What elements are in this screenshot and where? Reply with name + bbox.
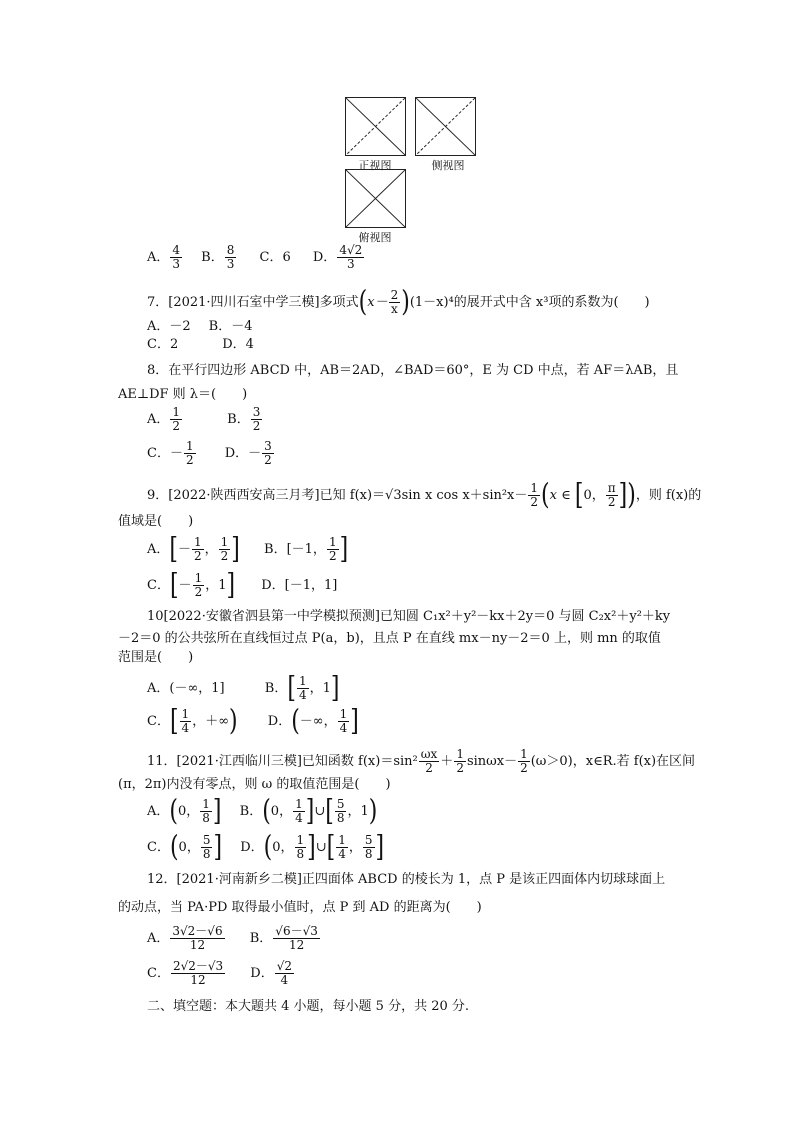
q7-stem: 7．[2021·四川石室中学三模]多项式(x－ $\frac{2}{x}$ )(1－x)⁴的展开式中含 x³项的系数为( ) xyxy=(147,285,650,319)
q7-options-row2: C．2 D．4 xyxy=(147,337,254,352)
front-view-label: 正视图 xyxy=(358,159,392,172)
q9-stem-line1: 9．[2022·陕西西安高三月考]已知 f(x)＝√3sin x cos x＋sin²x－ $\frac{1}{2}$ (x ∈ [0， $\frac{\pi}{2}$ ])，则 f(x)的 xyxy=(147,478,702,512)
q8-options-row2: C．－ $\frac{1}{2}$ D．－ $\frac{3}{2}$ xyxy=(147,439,272,468)
q12-stem-line2: 的动点，当 PA·PD 取得最小值时，点 P 到 AD 的距离为( ) xyxy=(118,900,482,915)
q7-options-row1: A．－2 B．－4 xyxy=(147,319,253,334)
section2-heading: 二、填空题：本大题共 4 小题，每小题 5 分，共 20 分. xyxy=(147,999,470,1014)
q11-options-row2: C．(0， $\frac{5}{8}$ ] D．(0， $\frac{1}{8}$ ]∪[ $\frac{1}{4}$ ， $\frac{5}{8}$ ] xyxy=(147,830,385,864)
q12-options-row2: C． $\frac{2√2-√3}{12}$ D． $\frac{√2}{4}$ xyxy=(147,959,293,988)
front-view-figure xyxy=(345,97,406,156)
q8-options-row1: A． $\frac{1}{2}$ B． $\frac{3}{2}$ xyxy=(147,405,261,434)
q12-options-row1: A． $\frac{3√2-√6}{12}$ B． $\frac{√6-√3}{12}$ xyxy=(147,924,318,953)
q10-options-row1: A．(－∞，1] B．[ $\frac{1}{4}$ ，1] xyxy=(147,671,340,705)
q11-options-row1: A．(0， $\frac{1}{8}$ ] B．(0， $\frac{1}{4}$ ]∪[ $\frac{5}{8}$ ，1) xyxy=(147,794,378,828)
q10-stem-line1: 10[2022·安徽省泗县第一中学模拟预测]已知圆 C₁x²＋y²－kx＋2y＝0 与圆 C₂x²＋y²＋ky xyxy=(147,609,671,624)
q10-options-row2: C．[ $\frac{1}{4}$ ，＋∞) D．(－∞， $\frac{1}{4}$ ] xyxy=(147,704,359,738)
q6-options: A． $\frac{4}{3}$ B． $\frac{8}{3}$ C．6 D． $\frac{4√2}{3}$ xyxy=(147,243,363,272)
q10-stem-line2: －2＝0 的公共弦所在直线恒过点 P(a，b)，且点 P 在直线 mx－ny－2＝0 上，则 mn 的取值 xyxy=(118,631,661,646)
side-view-label: 侧视图 xyxy=(431,159,465,172)
q8-stem-line1: 8．在平行四边形 ABCD 中，AB＝2AD，∠BAD＝60°，E 为 CD 中点，若 AF＝λAB，且 xyxy=(147,363,679,378)
q11-stem-line1: 11．[2021·江西临川三模]已知函数 f(x)＝sin² $\frac{\omega x}{2}$ ＋ $\frac{1}{2}$ sinωx－ $\frac{1}{2}$ (ω＞0)，x∈R.若 f(x)在区间 xyxy=(147,747,696,776)
q12-stem-line1: 12．[2021·河南新乡二模]正四面体 ABCD 的棱长为 1，点 P 是该正四面体内切球球面上 xyxy=(147,872,666,887)
side-view-figure xyxy=(415,97,476,156)
q11-stem-line2: (π，2π)内没有零点，则 ω 的取值范围是( ) xyxy=(118,777,391,792)
q9-options-row1: A．[－ $\frac{1}{2}$ ， $\frac{1}{2}$ ] B．[－1， $\frac{1}{2}$ ] xyxy=(147,532,349,566)
q10-stem-line3: 范围是( ) xyxy=(118,650,194,665)
q9-options-row2: C．[－ $\frac{1}{2}$ ，1] D．[－1，1] xyxy=(147,568,338,602)
top-view-figure xyxy=(345,169,406,228)
top-view-label: 俯视图 xyxy=(358,231,392,244)
q9-stem-line2: 值域是( ) xyxy=(118,514,194,529)
q8-stem-line2: AE⊥DF 则 λ＝( ) xyxy=(118,387,248,402)
